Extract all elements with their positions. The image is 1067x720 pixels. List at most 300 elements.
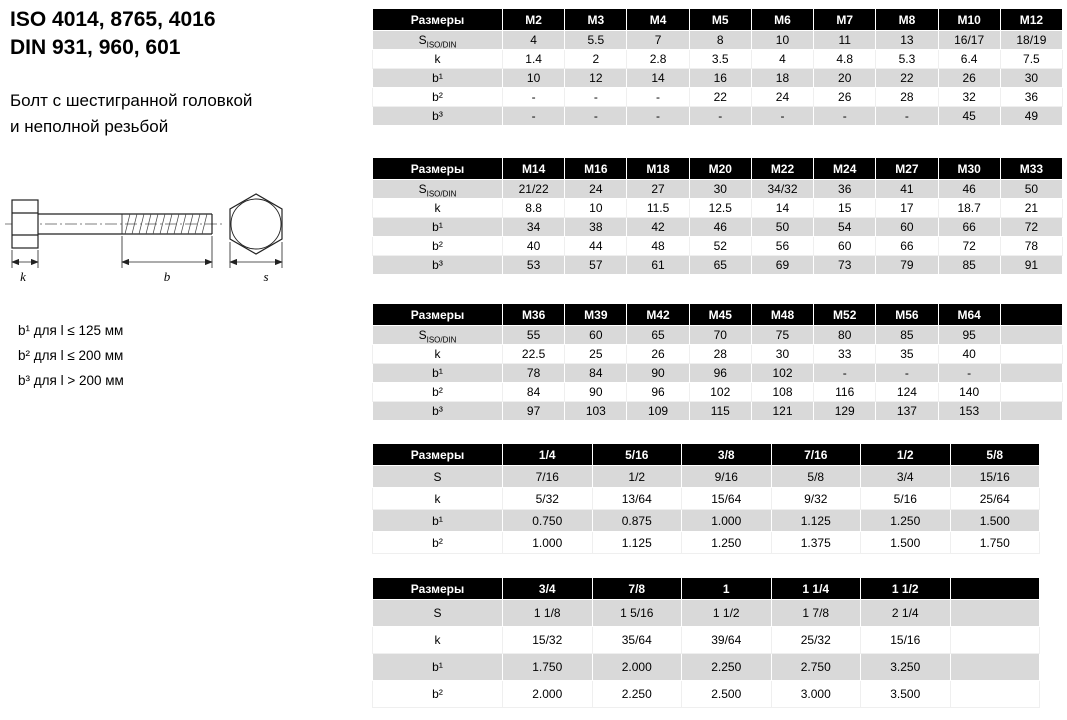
row-label: [373, 466, 503, 488]
value-cell: 7: [627, 31, 689, 50]
table-row: [373, 532, 1040, 554]
row-label-text: S: [418, 328, 427, 342]
value-cell: 25/32: [771, 627, 861, 654]
row-label: [373, 510, 503, 532]
value-cell: 96: [689, 364, 751, 383]
value-cell: 16/17: [938, 31, 1000, 50]
value-cell: [1000, 345, 1062, 364]
row-label: [373, 364, 503, 383]
table-row: [373, 326, 1063, 345]
value-cell: 2.250: [682, 654, 772, 681]
value-cell: 115: [689, 402, 751, 421]
value-cell: 40: [938, 345, 1000, 364]
column-header: M2: [503, 9, 565, 31]
value-cell: 54: [814, 218, 876, 237]
row-label: [373, 107, 503, 126]
value-cell: 80: [814, 326, 876, 345]
value-cell: 2: [565, 50, 627, 69]
column-header: M45: [689, 304, 751, 326]
column-header: 7/16: [771, 444, 861, 466]
table-row: [373, 466, 1040, 488]
value-cell: 1 7/8: [771, 600, 861, 627]
value-cell: 15/32: [503, 627, 593, 654]
value-cell: 97: [503, 402, 565, 421]
value-cell: [950, 681, 1040, 708]
row-label-text: S: [433, 469, 442, 484]
bolt-drawing-svg: [4, 192, 309, 292]
dim-label-s: s: [263, 269, 269, 284]
table-row: [373, 50, 1063, 69]
value-cell: -: [503, 88, 565, 107]
row-label-text: b¹: [432, 513, 443, 528]
title-line-din: DIN 931, 960, 601: [10, 36, 181, 59]
column-header: M20: [689, 158, 751, 180]
value-cell: 25/64: [950, 488, 1040, 510]
value-cell: 48: [627, 237, 689, 256]
column-header: [950, 578, 1040, 600]
value-cell: 72: [1000, 218, 1062, 237]
column-header: M42: [627, 304, 689, 326]
size-column-header: Размеры: [373, 444, 503, 466]
value-cell: 1.750: [503, 654, 593, 681]
value-cell: 60: [876, 218, 938, 237]
dimension-table-imperial-2: [372, 577, 1040, 708]
value-cell: 30: [1000, 69, 1062, 88]
bolt-head-side: [12, 200, 38, 248]
row-label: [373, 654, 503, 681]
value-cell: 0.750: [503, 510, 593, 532]
dimension-table: [372, 303, 1063, 421]
table-row: [373, 256, 1063, 275]
value-cell: -: [938, 364, 1000, 383]
value-cell: 1.125: [592, 532, 682, 554]
value-cell: 65: [689, 256, 751, 275]
value-cell: 66: [876, 237, 938, 256]
value-cell: 3.250: [861, 654, 951, 681]
value-cell: 15: [814, 199, 876, 218]
value-cell: 26: [938, 69, 1000, 88]
value-cell: 21/22: [503, 180, 565, 199]
note-b3: b³ для l > 200 мм: [18, 373, 124, 388]
value-cell: 7.5: [1000, 50, 1062, 69]
row-label: [373, 383, 503, 402]
row-label: [373, 345, 503, 364]
value-cell: 46: [938, 180, 1000, 199]
value-cell: -: [627, 107, 689, 126]
table-row: [373, 510, 1040, 532]
row-label-text: S: [433, 606, 442, 620]
column-header: M5: [689, 9, 751, 31]
value-cell: 25: [565, 345, 627, 364]
table-row: [373, 69, 1063, 88]
column-header: M48: [751, 304, 813, 326]
row-label-text: S: [418, 182, 427, 196]
value-cell: 50: [751, 218, 813, 237]
column-header: 1/2: [861, 444, 951, 466]
column-header: M56: [876, 304, 938, 326]
value-cell: 14: [751, 199, 813, 218]
value-cell: -: [689, 107, 751, 126]
dimension-table-metric-1: [372, 8, 1063, 126]
value-cell: 15/64: [682, 488, 772, 510]
value-cell: 0.875: [592, 510, 682, 532]
column-header: M24: [814, 158, 876, 180]
row-label: [373, 532, 503, 554]
value-cell: 22: [876, 69, 938, 88]
value-cell: [1000, 364, 1062, 383]
column-header: M16: [565, 158, 627, 180]
value-cell: 1.000: [682, 510, 772, 532]
value-cell: 78: [1000, 237, 1062, 256]
row-label: [373, 88, 503, 107]
row-label-text: S: [418, 33, 427, 47]
value-cell: 4.8: [814, 50, 876, 69]
value-cell: [950, 600, 1040, 627]
dimension-table-imperial-1: [372, 443, 1040, 554]
table-header-row: [373, 444, 1040, 466]
value-cell: 2.000: [503, 681, 593, 708]
row-label-text: k: [434, 633, 441, 647]
value-cell: 34/32: [751, 180, 813, 199]
value-cell: 20: [814, 69, 876, 88]
value-cell: 103: [565, 402, 627, 421]
row-label: [373, 69, 503, 88]
table-header-row: [373, 158, 1063, 180]
row-label: [373, 199, 503, 218]
value-cell: 65: [627, 326, 689, 345]
value-cell: 10: [503, 69, 565, 88]
table-row: [373, 180, 1063, 199]
value-cell: 41: [876, 180, 938, 199]
value-cell: 56: [751, 237, 813, 256]
value-cell: 32: [938, 88, 1000, 107]
value-cell: 26: [814, 88, 876, 107]
value-cell: 42: [627, 218, 689, 237]
value-cell: 140: [938, 383, 1000, 402]
value-cell: 6.4: [938, 50, 1000, 69]
value-cell: 90: [627, 364, 689, 383]
value-cell: 2.250: [592, 681, 682, 708]
row-label-text: b³: [432, 258, 443, 272]
column-header: M39: [565, 304, 627, 326]
value-cell: 34: [503, 218, 565, 237]
value-cell: -: [814, 364, 876, 383]
value-cell: [950, 654, 1040, 681]
value-cell: 40: [503, 237, 565, 256]
value-cell: 33: [814, 345, 876, 364]
value-cell: 18: [751, 69, 813, 88]
value-cell: 60: [565, 326, 627, 345]
value-cell: 10: [565, 199, 627, 218]
value-cell: 36: [1000, 88, 1062, 107]
column-header: 7/8: [592, 578, 682, 600]
dimension-table-metric-2: [372, 157, 1063, 275]
column-header: 3/8: [682, 444, 772, 466]
left-panel: [0, 0, 370, 720]
table-header-row: [373, 9, 1063, 31]
value-cell: 91: [1000, 256, 1062, 275]
value-cell: 8: [689, 31, 751, 50]
value-cell: 1.000: [503, 532, 593, 554]
value-cell: 96: [627, 383, 689, 402]
column-header: M27: [876, 158, 938, 180]
value-cell: 50: [1000, 180, 1062, 199]
table-row: [373, 383, 1063, 402]
column-header: 5/8: [950, 444, 1040, 466]
table-row: [373, 364, 1063, 383]
value-cell: 55: [503, 326, 565, 345]
column-header: M3: [565, 9, 627, 31]
row-label-text: b²: [432, 90, 443, 104]
column-header: 1 1/2: [861, 578, 951, 600]
value-cell: 1 1/8: [503, 600, 593, 627]
row-label-text: k: [434, 201, 441, 215]
subtitle-line-2: и неполной резьбой: [10, 117, 169, 136]
row-label: [373, 218, 503, 237]
notes: [18, 318, 124, 393]
value-cell: 30: [751, 345, 813, 364]
row-label-text: b²: [432, 535, 443, 550]
value-cell: 24: [751, 88, 813, 107]
value-cell: -: [627, 88, 689, 107]
size-column-header: Размеры: [373, 578, 503, 600]
k-dimension: [12, 250, 38, 268]
column-header: M18: [627, 158, 689, 180]
table-row: [373, 654, 1040, 681]
value-cell: 13: [876, 31, 938, 50]
value-cell: 5/32: [503, 488, 593, 510]
row-label-text: b²: [432, 385, 443, 399]
dimension-table: [372, 577, 1040, 708]
value-cell: 84: [565, 364, 627, 383]
value-cell: 4: [751, 50, 813, 69]
table-row: [373, 600, 1040, 627]
value-cell: 26: [627, 345, 689, 364]
value-cell: 84: [503, 383, 565, 402]
value-cell: 73: [814, 256, 876, 275]
dimension-table-metric-3: [372, 303, 1063, 421]
row-label-text: b¹: [432, 366, 443, 380]
bolt-head-end-view: [230, 194, 282, 254]
table-row: [373, 402, 1063, 421]
value-cell: 1.750: [950, 532, 1040, 554]
value-cell: 3.000: [771, 681, 861, 708]
value-cell: 5.5: [565, 31, 627, 50]
value-cell: 1.375: [771, 532, 861, 554]
value-cell: 1.500: [861, 532, 951, 554]
value-cell: 1.250: [682, 532, 772, 554]
row-label: [373, 600, 503, 627]
table-header-row: [373, 578, 1040, 600]
row-label-text: b²: [432, 239, 443, 253]
value-cell: 2.8: [627, 50, 689, 69]
column-header: M14: [503, 158, 565, 180]
row-label-text: k: [434, 52, 441, 66]
value-cell: 28: [876, 88, 938, 107]
value-cell: -: [814, 107, 876, 126]
value-cell: 13/64: [592, 488, 682, 510]
value-cell: 121: [751, 402, 813, 421]
b-dimension: [122, 236, 212, 268]
row-label-text: b³: [432, 109, 443, 123]
table-row: [373, 681, 1040, 708]
value-cell: 1.4: [503, 50, 565, 69]
table-row: [373, 218, 1063, 237]
column-header: M52: [814, 304, 876, 326]
column-header: M12: [1000, 9, 1062, 31]
value-cell: [1000, 402, 1062, 421]
value-cell: 116: [814, 383, 876, 402]
value-cell: [1000, 326, 1062, 345]
column-header: M8: [876, 9, 938, 31]
value-cell: 5/8: [771, 466, 861, 488]
table-header-row: [373, 304, 1063, 326]
row-label: [373, 50, 503, 69]
row-label-text: b¹: [432, 220, 443, 234]
value-cell: 137: [876, 402, 938, 421]
value-cell: 14: [627, 69, 689, 88]
value-cell: 78: [503, 364, 565, 383]
row-label-subscript: ISO/DIN: [426, 189, 457, 199]
note-b2: b² для l ≤ 200 мм: [18, 348, 124, 363]
value-cell: 18.7: [938, 199, 1000, 218]
value-cell: 28: [689, 345, 751, 364]
dim-label-b: b: [163, 269, 171, 284]
column-header: M64: [938, 304, 1000, 326]
row-label: [373, 488, 503, 510]
value-cell: 1 1/2: [682, 600, 772, 627]
value-cell: 10: [751, 31, 813, 50]
value-cell: 39/64: [682, 627, 772, 654]
value-cell: 30: [689, 180, 751, 199]
row-label-text: k: [434, 347, 441, 361]
value-cell: 109: [627, 402, 689, 421]
value-cell: 5/16: [861, 488, 951, 510]
value-cell: 24: [565, 180, 627, 199]
note-b1: b¹ для l ≤ 125 мм: [18, 323, 124, 338]
row-label-subscript: ISO/DIN: [426, 335, 457, 345]
value-cell: 72: [938, 237, 1000, 256]
value-cell: 9/16: [682, 466, 772, 488]
value-cell: 79: [876, 256, 938, 275]
value-cell: 11.5: [627, 199, 689, 218]
dimension-table: [372, 157, 1063, 275]
value-cell: 85: [938, 256, 1000, 275]
column-header: M36: [503, 304, 565, 326]
value-cell: 66: [938, 218, 1000, 237]
row-label-text: k: [434, 491, 441, 506]
value-cell: 36: [814, 180, 876, 199]
value-cell: 129: [814, 402, 876, 421]
value-cell: 102: [689, 383, 751, 402]
value-cell: 38: [565, 218, 627, 237]
value-cell: 11: [814, 31, 876, 50]
table-row: [373, 199, 1063, 218]
size-column-header: Размеры: [373, 158, 503, 180]
value-cell: 1.125: [771, 510, 861, 532]
column-header: 1: [682, 578, 772, 600]
row-label: [373, 180, 503, 199]
dimension-table: [372, 443, 1040, 554]
value-cell: 17: [876, 199, 938, 218]
value-cell: 70: [689, 326, 751, 345]
row-label-subscript: ISO/DIN: [426, 40, 457, 50]
value-cell: 57: [565, 256, 627, 275]
column-header: M30: [938, 158, 1000, 180]
row-label-text: b³: [432, 404, 443, 418]
dimension-table: [372, 8, 1063, 126]
page-title: [10, 6, 216, 62]
value-cell: [950, 627, 1040, 654]
value-cell: 15/16: [861, 627, 951, 654]
column-header: M4: [627, 9, 689, 31]
value-cell: 3/4: [861, 466, 951, 488]
row-label: [373, 31, 503, 50]
row-label: [373, 681, 503, 708]
dim-label-k: k: [20, 269, 26, 284]
value-cell: 2 1/4: [861, 600, 951, 627]
value-cell: 35: [876, 345, 938, 364]
column-header: 3/4: [503, 578, 593, 600]
value-cell: 52: [689, 237, 751, 256]
value-cell: 12: [565, 69, 627, 88]
column-header: M22: [751, 158, 813, 180]
value-cell: 3.500: [861, 681, 951, 708]
row-label: [373, 256, 503, 275]
row-label-text: b¹: [432, 71, 443, 85]
value-cell: 8.8: [503, 199, 565, 218]
value-cell: 61: [627, 256, 689, 275]
value-cell: -: [751, 107, 813, 126]
value-cell: 12.5: [689, 199, 751, 218]
table-row: [373, 488, 1040, 510]
table-row: [373, 31, 1063, 50]
column-header: M10: [938, 9, 1000, 31]
table-row: [373, 627, 1040, 654]
value-cell: 5.3: [876, 50, 938, 69]
row-label: [373, 627, 503, 654]
value-cell: 4: [503, 31, 565, 50]
column-header: [1000, 304, 1062, 326]
value-cell: 22.5: [503, 345, 565, 364]
value-cell: 95: [938, 326, 1000, 345]
value-cell: 22: [689, 88, 751, 107]
value-cell: 60: [814, 237, 876, 256]
value-cell: 46: [689, 218, 751, 237]
size-column-header: Размеры: [373, 304, 503, 326]
value-cell: 9/32: [771, 488, 861, 510]
column-header: M7: [814, 9, 876, 31]
table-row: [373, 88, 1063, 107]
column-header: 1/4: [503, 444, 593, 466]
value-cell: -: [876, 107, 938, 126]
value-cell: 69: [751, 256, 813, 275]
subtitle-line-1: Болт с шестигранной головкой: [10, 91, 253, 110]
value-cell: 1.500: [950, 510, 1040, 532]
title-line-iso: ISO 4014, 8765, 4016: [10, 8, 216, 31]
row-label: [373, 237, 503, 256]
value-cell: 1.250: [861, 510, 951, 532]
row-label: [373, 402, 503, 421]
value-cell: 15/16: [950, 466, 1040, 488]
value-cell: -: [503, 107, 565, 126]
table-row: [373, 345, 1063, 364]
row-label-text: b¹: [432, 660, 443, 674]
row-label: [373, 326, 503, 345]
value-cell: 1 5/16: [592, 600, 682, 627]
value-cell: 45: [938, 107, 1000, 126]
value-cell: 27: [627, 180, 689, 199]
